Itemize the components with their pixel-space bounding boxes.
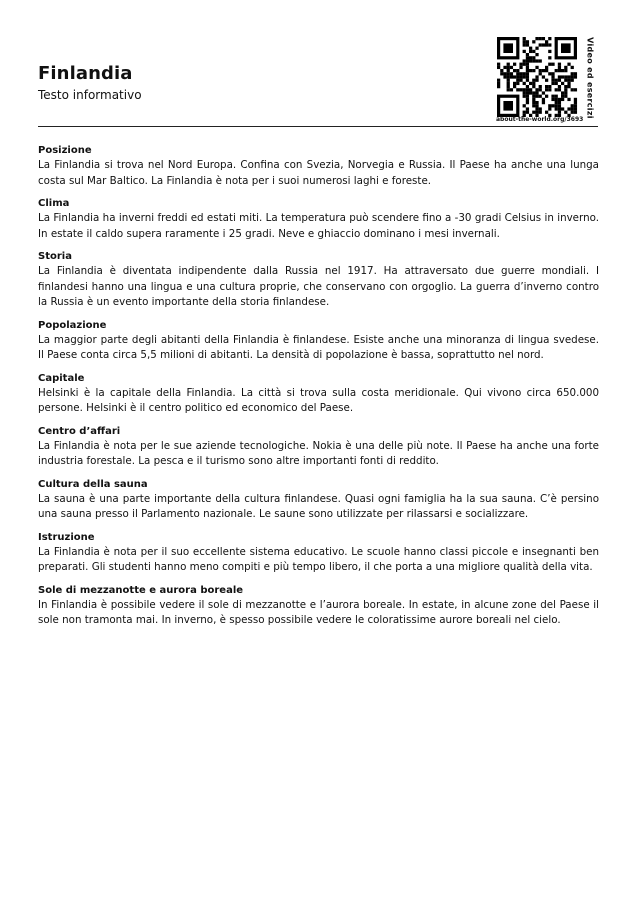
qr-module	[532, 69, 535, 72]
qr-module	[542, 69, 545, 72]
qr-module	[523, 111, 526, 114]
qr-module	[526, 63, 529, 66]
qr-module	[507, 75, 510, 78]
qr-module	[523, 91, 526, 94]
qr-module	[545, 66, 548, 69]
qr-module	[510, 72, 513, 75]
qr-module	[516, 72, 519, 75]
qr-finder-inner	[561, 43, 571, 53]
qr-module	[519, 66, 522, 69]
qr-module	[558, 66, 561, 69]
qr-module	[532, 91, 535, 94]
section-text: In Finlandia è possibile vedere il sole di mezzanotte e l’aurora boreale. In estate, in alcune zone del Paese il sole non tramonta mai. In inverno, è spesso possibile vedere le coloratissime aurore boreali nel cielo.	[38, 598, 599, 626]
qr-module	[532, 82, 535, 85]
qr-module	[523, 75, 526, 78]
qr-module	[516, 88, 519, 91]
section-centro-affari	[38, 425, 599, 470]
qr-module	[500, 72, 503, 75]
qr-module	[516, 69, 519, 72]
qr-code-graphic	[496, 37, 578, 117]
qr-module	[526, 43, 529, 46]
qr-module	[497, 85, 500, 88]
qr-module	[526, 85, 529, 88]
qr-module	[545, 85, 548, 88]
qr-module	[555, 104, 558, 107]
qr-module	[523, 50, 526, 53]
qr-code-icon[interactable]	[496, 37, 578, 117]
qr-module	[567, 79, 570, 82]
qr-module	[529, 56, 532, 59]
qr-module	[555, 69, 558, 72]
qr-module	[551, 75, 554, 78]
section-heading: Centro d’affari	[38, 425, 121, 437]
qr-module	[558, 101, 561, 104]
qr-module	[555, 95, 558, 98]
qr-module	[558, 98, 561, 101]
qr-module	[507, 63, 510, 66]
qr-module	[574, 75, 577, 78]
qr-module	[564, 66, 567, 69]
qr-module	[532, 104, 535, 107]
qr-module	[548, 43, 551, 46]
qr-module	[545, 40, 548, 43]
page-title: Finlandia	[38, 63, 133, 84]
section-posizione	[38, 144, 599, 189]
qr-module	[551, 72, 554, 75]
qr-module	[548, 56, 551, 59]
qr-module	[497, 82, 500, 85]
qr-module	[545, 111, 548, 114]
section-storia	[38, 250, 599, 311]
qr-module	[558, 63, 561, 66]
qr-module	[529, 91, 532, 94]
qr-module	[513, 69, 516, 72]
qr-module	[574, 104, 577, 107]
section-istruzione	[38, 531, 599, 576]
qr-module	[513, 75, 516, 78]
qr-module	[571, 107, 574, 110]
qr-module	[561, 75, 564, 78]
qr-module	[526, 95, 529, 98]
qr-module	[542, 91, 545, 94]
qr-module	[548, 88, 551, 91]
qr-module	[526, 88, 529, 91]
qr-module	[548, 107, 551, 110]
section-heading: Posizione	[38, 145, 92, 156]
qr-module	[507, 66, 510, 69]
qr-module	[551, 95, 554, 98]
qr-module	[523, 43, 526, 46]
qr-module	[551, 104, 554, 107]
section-sole-mezzanotte	[38, 584, 599, 629]
qr-module	[497, 63, 500, 66]
qr-module	[532, 59, 535, 62]
qr-module	[513, 85, 516, 88]
qr-module	[558, 69, 561, 72]
qr-module	[497, 79, 500, 82]
section-heading: Cultura della sauna	[38, 478, 148, 490]
qr-module	[539, 85, 542, 88]
qr-module	[526, 79, 529, 82]
section-text: Helsinki è la capitale della Finlandia. La città si trova sulla costa meridionale. Qui vivono circa 650.000 persone. Helsinki è il centro politico ed economico del Paese.	[38, 386, 599, 414]
qr-module	[523, 95, 526, 98]
qr-module	[561, 82, 564, 85]
qr-module	[564, 69, 567, 72]
qr-module	[535, 111, 538, 114]
qr-module	[561, 91, 564, 94]
qr-module	[535, 91, 538, 94]
qr-module	[507, 79, 510, 82]
qr-module	[503, 72, 506, 75]
qr-module	[507, 69, 510, 72]
qr-module	[497, 66, 500, 69]
qr-module	[526, 66, 529, 69]
qr-module	[571, 104, 574, 107]
qr-module	[558, 79, 561, 82]
qr-module	[567, 82, 570, 85]
qr-module	[526, 53, 529, 56]
qr-module	[526, 75, 529, 78]
section-text: La Finlandia si trova nel Nord Europa. Confina con Svezia, Norvegia e Russia. Il Paese ha anche una lunga costa sul Mar Baltico. La Finlandia è nota per i suoi numerosi laghi e foreste.	[38, 159, 599, 187]
qr-module	[545, 95, 548, 98]
qr-module	[507, 82, 510, 85]
page-subtitle: Testo informativo	[38, 88, 142, 102]
section-heading: Istruzione	[38, 531, 95, 543]
qr-module	[558, 88, 561, 91]
section-heading: Popolazione	[38, 319, 107, 331]
qr-module	[529, 88, 532, 91]
qr-module	[574, 107, 577, 110]
qr-module	[545, 69, 548, 72]
qr-module	[516, 75, 519, 78]
qr-module	[507, 88, 510, 91]
document-header	[38, 62, 142, 103]
qr-module	[519, 88, 522, 91]
qr-module	[548, 50, 551, 53]
qr-module	[545, 79, 548, 82]
section-heading: Sole di mezzanotte e aurora boreale	[38, 584, 244, 596]
qr-module	[542, 75, 545, 78]
qr-module	[519, 63, 522, 66]
qr-module	[519, 75, 522, 78]
qr-module	[510, 75, 513, 78]
qr-module	[535, 37, 538, 40]
qr-module	[561, 95, 564, 98]
qr-module	[510, 88, 513, 91]
qr-module	[545, 43, 548, 46]
section-text: La Finlandia ha inverni freddi ed estati miti. La temperatura può scendere fino a -30 gradi Celsius in inverno. In estate il caldo supera raramente i 25 gradi. Neve e ghiaccio dominano i mesi invernali.	[38, 212, 599, 240]
qr-module	[542, 98, 545, 101]
qr-module	[503, 75, 506, 78]
qr-module	[555, 101, 558, 104]
qr-module	[567, 98, 570, 101]
qr-module	[555, 79, 558, 82]
qr-module	[535, 75, 538, 78]
qr-module	[564, 75, 567, 78]
qr-module	[535, 95, 538, 98]
qr-url[interactable]: about-the-world.org/3693	[496, 116, 584, 123]
qr-module	[564, 79, 567, 82]
qr-module	[567, 107, 570, 110]
section-text: La Finlandia è diventata indipendente dalla Russia nel 1917. Ha attraversato due guerre mondiali. I finlandesi hanno una lingua e una cultura proprie, che conservano con orgoglio. La guerra d’inverno contro la Russia è un evento importante della storia finlandese.	[38, 265, 599, 308]
qr-module	[555, 107, 558, 110]
qr-module	[532, 40, 535, 43]
qr-module	[526, 101, 529, 104]
qr-module	[571, 111, 574, 114]
qr-module	[535, 107, 538, 110]
qr-module	[526, 72, 529, 75]
qr-module	[532, 98, 535, 101]
qr-module	[574, 88, 577, 91]
qr-module	[564, 85, 567, 88]
section-text: La Finlandia è nota per le sue aziende tecnologiche. Nokia è una delle più note. Il Paese ha anche una forte industria forestale. La pesca e il turismo sono altre importanti fonti di reddito.	[38, 439, 599, 467]
qr-module	[535, 79, 538, 82]
qr-module	[542, 101, 545, 104]
qr-module	[532, 101, 535, 104]
qr-module	[564, 111, 567, 114]
qr-module	[564, 91, 567, 94]
qr-module	[561, 69, 564, 72]
section-heading: Clima	[38, 198, 70, 209]
qr-module	[513, 63, 516, 66]
qr-module	[555, 82, 558, 85]
section-heading: Capitale	[38, 372, 85, 384]
header-divider	[38, 126, 598, 127]
section-heading: Storia	[38, 251, 72, 262]
qr-module	[535, 59, 538, 62]
qr-module	[507, 85, 510, 88]
qr-module	[513, 82, 516, 85]
qr-module	[539, 111, 542, 114]
qr-module	[523, 63, 526, 66]
qr-module	[548, 63, 551, 66]
qr-module	[558, 104, 561, 107]
qr-module	[551, 98, 554, 101]
qr-module	[523, 72, 526, 75]
qr-module	[523, 104, 526, 107]
qr-module	[526, 69, 529, 72]
qr-module	[545, 88, 548, 91]
section-text: La Finlandia è nota per il suo eccellente sistema educativo. Le scuole hanno classi piccole e insegnanti ben preparati. Gli studenti hanno meno compiti e più tempo libero, il che porta a una migliore qualità della vita.	[38, 545, 599, 573]
qr-module	[558, 107, 561, 110]
document-body	[38, 144, 599, 637]
qr-module	[526, 59, 529, 62]
qr-module	[555, 88, 558, 91]
qr-module	[539, 88, 542, 91]
qr-module	[551, 63, 554, 66]
qr-module	[535, 53, 538, 56]
qr-module	[548, 104, 551, 107]
qr-side-label: Video ed esercizi	[585, 37, 595, 119]
qr-module	[507, 72, 510, 75]
qr-module	[571, 66, 574, 69]
qr-module	[567, 85, 570, 88]
qr-module	[535, 47, 538, 50]
qr-module	[567, 63, 570, 66]
qr-module	[523, 40, 526, 43]
qr-module	[529, 82, 532, 85]
section-cultura-sauna	[38, 478, 599, 523]
qr-module	[548, 37, 551, 40]
qr-module	[516, 79, 519, 82]
qr-module	[532, 95, 535, 98]
qr-module	[523, 82, 526, 85]
qr-module	[548, 85, 551, 88]
qr-module	[542, 43, 545, 46]
qr-module	[503, 66, 506, 69]
qr-module	[574, 111, 577, 114]
qr-module	[551, 79, 554, 82]
section-popolazione	[38, 319, 599, 364]
qr-module	[539, 37, 542, 40]
qr-module	[516, 82, 519, 85]
qr-module	[535, 66, 538, 69]
qr-module	[558, 75, 561, 78]
qr-module	[529, 50, 532, 53]
qr-module	[532, 56, 535, 59]
qr-module	[529, 47, 532, 50]
qr-finder-inner	[503, 43, 513, 53]
qr-module	[574, 98, 577, 101]
qr-module	[510, 66, 513, 69]
qr-module	[548, 72, 551, 75]
qr-module	[564, 95, 567, 98]
qr-module	[526, 40, 529, 43]
qr-module	[555, 98, 558, 101]
qr-module	[558, 111, 561, 114]
qr-module	[532, 85, 535, 88]
qr-module	[542, 37, 545, 40]
section-capitale	[38, 372, 599, 417]
qr-module	[558, 85, 561, 88]
section-text: La maggior parte degli abitanti della Finlandia è finlandese. Esiste anche una minoranza di lingua svedese. Il Paese conta circa 5,5 milioni di abitanti. La densità di popolazione è bassa, soprattutto nel nord.	[38, 333, 599, 361]
qr-module	[571, 72, 574, 75]
qr-module	[526, 107, 529, 110]
qr-module	[567, 75, 570, 78]
qr-module	[526, 111, 529, 114]
section-clima	[38, 197, 599, 242]
qr-module	[539, 107, 542, 110]
qr-module	[526, 91, 529, 94]
section-text: La sauna è una parte importante della cultura finlandese. Quasi ogni famiglia ha la sua sauna. C’è persino una sauna presso il Parlamento nazionale. Le saune sono utilizzate per rilassarsi e socializzare.	[38, 492, 599, 520]
qr-module	[564, 88, 567, 91]
qr-module	[523, 59, 526, 62]
qr-module	[539, 72, 542, 75]
qr-module	[571, 79, 574, 82]
qr-module	[519, 79, 522, 82]
qr-module	[539, 43, 542, 46]
qr-module	[539, 59, 542, 62]
qr-module	[535, 88, 538, 91]
qr-module	[532, 50, 535, 53]
qr-module	[532, 111, 535, 114]
qr-module	[529, 69, 532, 72]
qr-module	[519, 72, 522, 75]
qr-module	[523, 37, 526, 40]
qr-module	[561, 107, 564, 110]
qr-finder-inner	[503, 101, 513, 111]
qr-module	[535, 101, 538, 104]
qr-module	[571, 88, 574, 91]
qr-module	[500, 69, 503, 72]
qr-module	[539, 69, 542, 72]
qr-module	[526, 56, 529, 59]
qr-module	[523, 88, 526, 91]
qr-module	[535, 104, 538, 107]
qr-module	[561, 98, 564, 101]
qr-module	[539, 95, 542, 98]
qr-module	[574, 72, 577, 75]
qr-module	[532, 79, 535, 82]
qr-module	[571, 75, 574, 78]
qr-module	[574, 101, 577, 104]
qr-module	[526, 98, 529, 101]
qr-module	[529, 59, 532, 62]
qr-module	[551, 82, 554, 85]
